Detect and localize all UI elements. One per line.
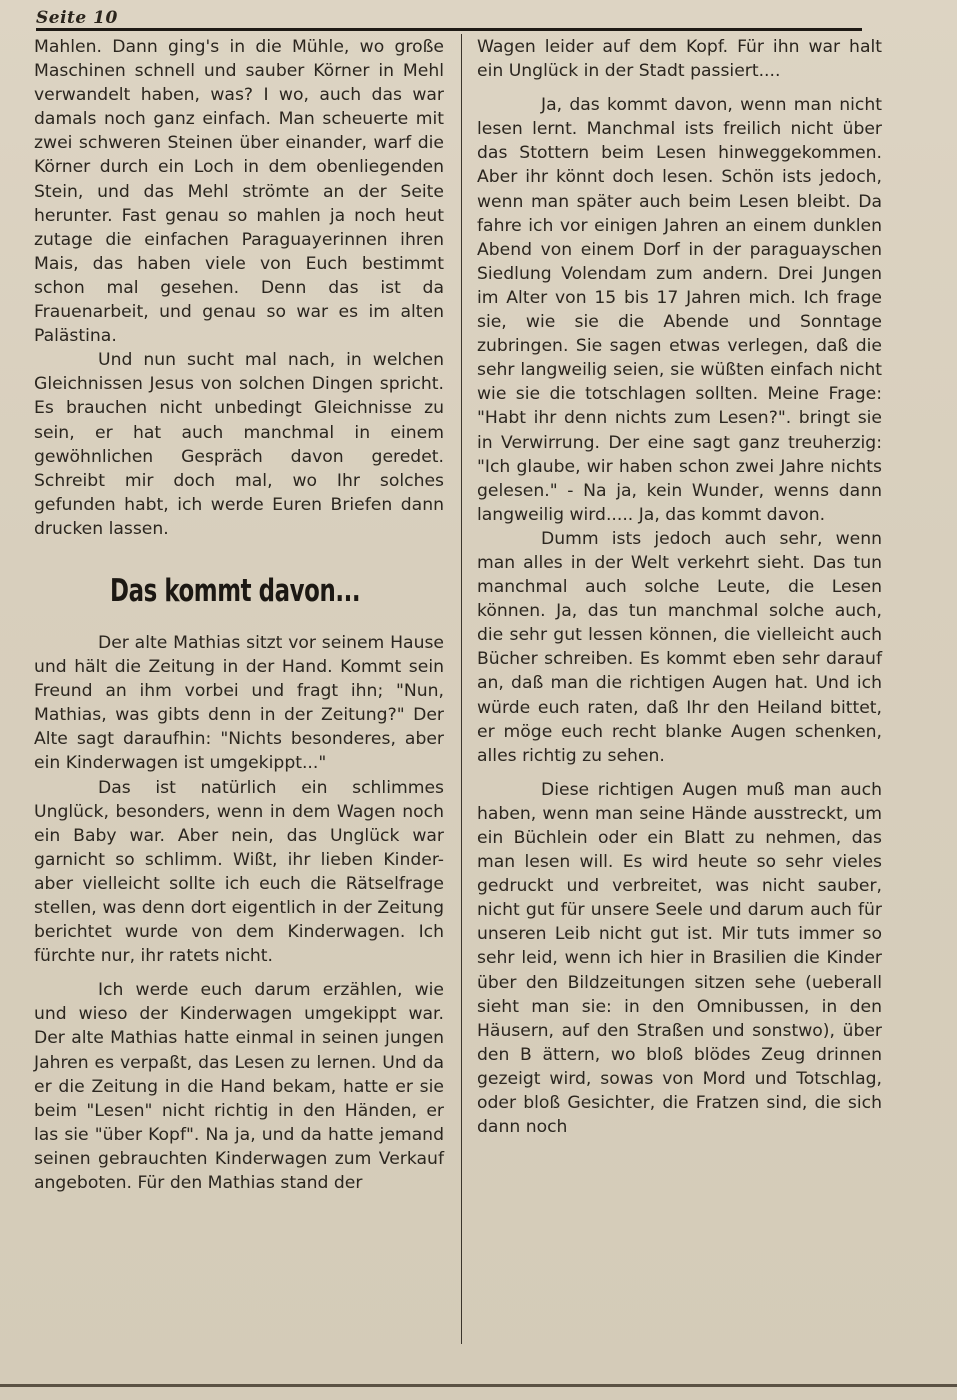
header-rule — [36, 28, 862, 31]
paragraph: Ja, das kommt davon, wenn man nicht lesen lernt. Manchmal ists freilich nicht über das Stottern beim Lesen hinweggekommen. Aber ihr könnt doch lesen. Schön ists jedoch, wenn man später auch beim Lesen bleibt. Da fahre ich vor einigen Jahren an einem dunklen Abend von einem Dorf in der paraguayschen Siedlung Volendam zum andern. Drei Jungen im Alter von 15 bis 17 Jahren mich. Ich frage sie, wie sie die Abende und Sonntage zubringen. Sie sagen etwas verlegen, daß die sehr langweilig seien, sie wüßten einfach nicht wie sie die totschlagen sollten. Meine Frage: "Habt ihr denn nichts zum Lesen?". bringt sie in Verwirrung. Der eine sagt ganz treuherzig: "Ich glaube, wir haben schon zwei Jahre nichts gelesen." - Na ja, kein Wunder, wenns dann langweilig wird..... Ja, das kommt davon. — [477, 95, 882, 525]
paragraph: Ich werde euch darum erzählen, wie und wieso der Kinderwagen umgekippt war. Der alte Mathias hatte einmal in seinen jungen Jahren es verpaßt, das Lesen zu lernen. Und da er die Zeitung in die Hand bekam, hatte er sie beim "Lesen" nicht richtig in den Händen, er las sie "über Kopf". Na ja, und da hatte jemand seinen gebrauchten Kinderwagen zum Verkauf angeboten. Für den Mathias stand der — [34, 980, 444, 1194]
paragraph: Der alte Mathias sitzt vor seinem Hause und hält die Zeitung in der Hand. Kommt sein Freund an ihm vorbei und fragt ihn; "Nun, Mathias, was gibts denn in der Zeitung?" Der Alte sagt daraufhin: "Nichts besonderes, aber ein Kinderwagen ist umgekippt..." — [34, 632, 444, 774]
paragraph: Mahlen. Dann ging's in die Mühle, wo große Maschinen schnell und sauber Körner in Mehl verwandelt haben, was? I wo, auch das war damals noch ganz einfach. Man scheuerte mit zwei schweren Steinen über einander, warf die Körner durch ein Loch in dem obenliegenden Stein, und das Mehl strömte an der Seite herunter. Fast genau so mahlen ja noch heut zutage die einfachen Paraguayerinnen ihren Mais, das haben viele von Euch bestimmt schon mal gesehen. Denn das ist da Frauenarbeit, und genau so war es im alten Palästina. — [34, 37, 444, 347]
paragraph: Das ist natürlich ein schlimmes Unglück, besonders, wenn in dem Wagen noch ein Baby war. Aber nein, das Unglück war garnicht so schlimm. Wißt, ihr lieben Kinder-aber vielleicht sollte ich euch die Rätselfrage stellen, was denn dort eigentlich in der Zeitung berichtet wurde von dem Kinderwagen. Ich fürchte nur, ihr ratets nicht. — [34, 777, 444, 967]
article-headline: Das kommt davon... — [110, 572, 361, 609]
paragraph: Wagen leider auf dem Kopf. Für ihn war halt ein Unglück in der Stadt passiert.... — [477, 37, 882, 82]
column-divider — [461, 34, 462, 1344]
paragraph: Und nun sucht mal nach, in welchen Gleichnissen Jesus von solchen Dingen spricht. Es brauchen nicht unbedingt Gleichnisse zu sein, er hat auch manchmal in einem gewöhnlichen Gespräch davon geredet. Schreibt mir doch mal, wo Ihr solches gefunden habt, ich werde Euren Briefen dann drucken lassen. — [34, 350, 444, 539]
page-number: Seite 10 — [36, 8, 118, 28]
paragraph: Diese richtigen Augen muß man auch haben, wenn man seine Hände ausstreckt, um ein Büchlein oder ein Blatt zu nehmen, das man lesen will. Es wird heute so sehr vieles gedruckt und verbreitet, was nicht sauber, nicht gut für unsere Seele und darum auch für unseren Leib nicht gut ist. Mir tuts immer so sehr leid, wenn ich hier in Brasilien die Kinder über den Bildzeitungen sitzen sehe (ueberall sieht man sie: in den Omnibussen, in den Häusern, auf den Straßen und sonstwo), über den B ättern, wo bloß blödes Zeug drinnen gezeigt wird, sowas von Mord und Totschlag, oder bloß Gesichter, die Fratzen sind, die sich dann noch — [477, 779, 882, 1138]
left-column — [34, 35, 444, 1195]
paragraph: Dumm ists jedoch auch sehr, wenn man alles in der Welt verkehrt sieht. Das tun manchmal auch solche Leute, die Lesen können. Ja, das tun manchmal solche auch, die sehr gut lessen können, die vielleicht auch Bücher schreiben. Es kommt eben sehr darauf an, daß man die richtigen Augen hat. Und ich würde euch raten, daß Ihr den Heiland bittet, er möge euch recht blanke Augen schenken, alles richtig zu sehen. — [477, 528, 882, 766]
bottom-edge — [0, 1384, 957, 1387]
right-column — [477, 35, 882, 1139]
